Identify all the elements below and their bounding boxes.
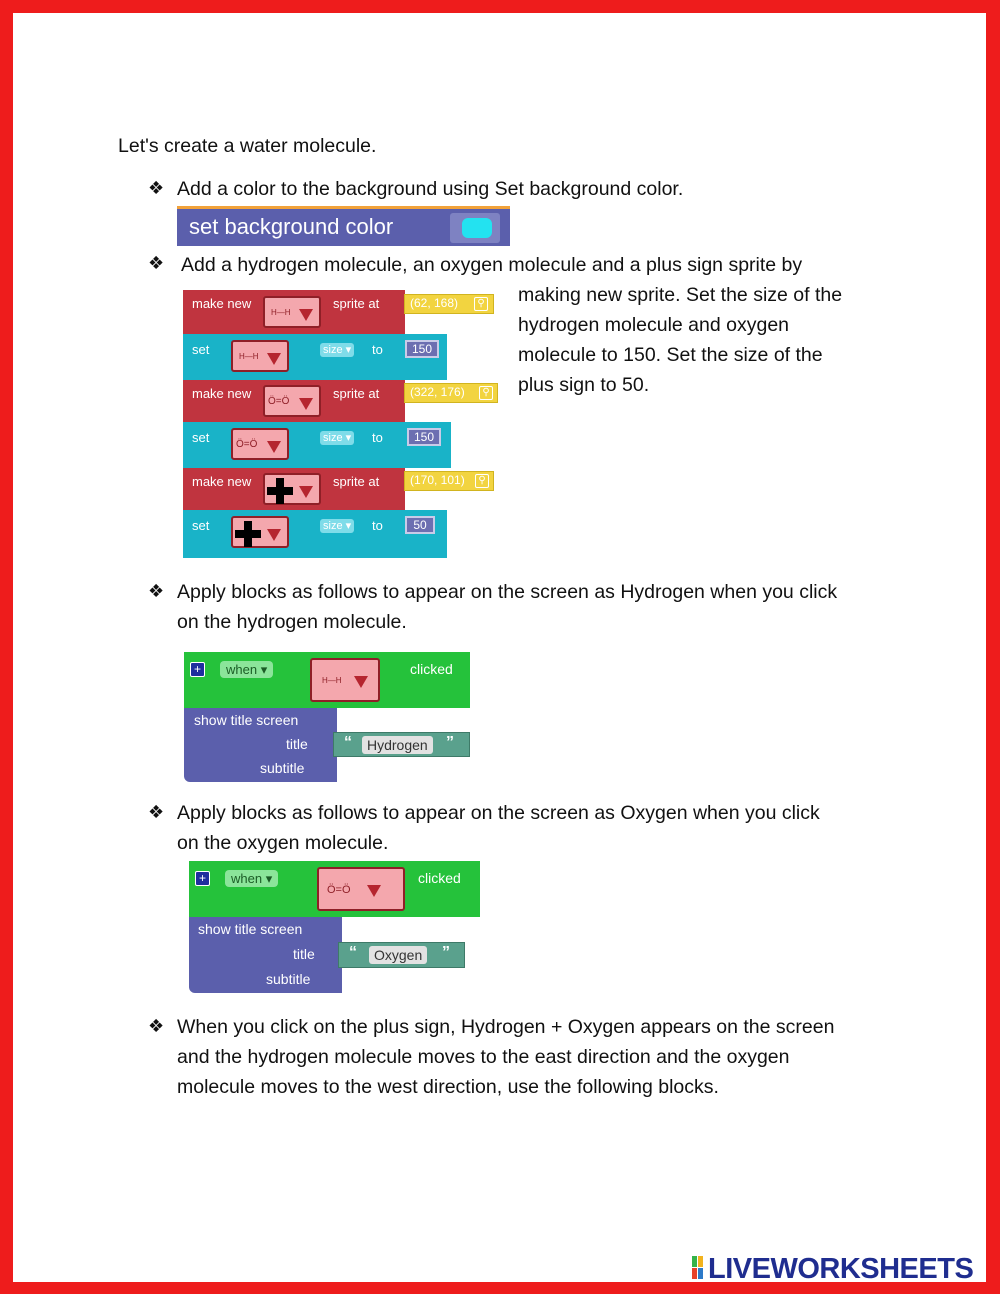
oxygen-molecule-icon: Ö=Ö xyxy=(327,884,351,896)
show-title-screen-block xyxy=(184,708,337,782)
set-background-color-block xyxy=(177,206,510,246)
subtitle-label: subtitle xyxy=(266,971,311,987)
subtitle-label: subtitle xyxy=(260,760,305,776)
bullet-icon: ❖ xyxy=(148,581,165,602)
logo-text: LIVEWORKSHEETS xyxy=(708,1253,974,1285)
bullet-icon: ❖ xyxy=(148,802,165,823)
to-label: to xyxy=(372,518,383,533)
string-block xyxy=(338,942,465,968)
hydrogen-molecule-icon: H—H xyxy=(271,308,291,317)
plus-sprite-dropdown[interactable] xyxy=(263,473,321,505)
size-dropdown[interactable]: size ▾ xyxy=(320,519,354,533)
sprite-at-label: sprite at xyxy=(333,386,380,401)
bullet-2-cont-3: molecule to 150. Set the size of the xyxy=(518,344,823,366)
dropdown-arrow-icon xyxy=(367,885,381,897)
size-dropdown[interactable]: size ▾ xyxy=(320,431,354,445)
make-new-sprite-block xyxy=(183,290,405,334)
set-label: set xyxy=(192,518,210,533)
hydrogen-sprite-dropdown[interactable] xyxy=(310,658,380,702)
size-value-input[interactable]: 150 xyxy=(405,340,439,358)
oxygen-sprite-dropdown[interactable] xyxy=(263,385,321,417)
show-title-screen-block xyxy=(189,917,342,993)
size-value-input[interactable]: 150 xyxy=(407,428,441,446)
title-label: title xyxy=(293,946,315,962)
bullet-2-cont-2: hydrogen molecule and oxygen xyxy=(518,314,790,336)
location-pin-icon[interactable]: ⚲ xyxy=(474,297,488,311)
dropdown-arrow-icon xyxy=(354,676,368,688)
color-input-slot[interactable] xyxy=(450,213,500,243)
oxygen-molecule-icon: Ö=Ö xyxy=(268,396,290,407)
bullet-2-cont-1: making new sprite. Set the size of the xyxy=(518,284,843,306)
bullet-1-text: Add a color to the background using Set background color. xyxy=(177,178,684,200)
sprite-at-label: sprite at xyxy=(333,474,380,489)
close-quote: ” xyxy=(442,944,450,961)
sprite-at-label: sprite at xyxy=(333,296,380,311)
close-quote: ” xyxy=(446,734,454,751)
string-block xyxy=(333,732,470,757)
bullet-5-cont-1: and the hydrogen molecule moves to the east direction and the oxygen xyxy=(177,1046,790,1068)
title-text-input[interactable]: Oxygen xyxy=(369,946,427,964)
bullet-icon: ❖ xyxy=(148,253,165,274)
make-new-label: make new xyxy=(192,296,252,311)
dropdown-arrow-icon xyxy=(267,441,281,453)
set-size-block xyxy=(183,510,447,558)
set-size-block xyxy=(183,422,451,468)
to-label: to xyxy=(372,430,383,445)
show-title-screen-label: show title screen xyxy=(194,712,299,728)
bullet-3-cont: on the hydrogen molecule. xyxy=(177,611,407,633)
when-dropdown[interactable]: when ▾ xyxy=(225,870,278,887)
coordinate-value: (322, 176) xyxy=(410,385,465,399)
logo-mark-text xyxy=(652,1256,654,1257)
oxygen-sprite-dropdown[interactable] xyxy=(317,867,405,911)
to-label: to xyxy=(372,342,383,357)
bullet-4-text: Apply blocks as follows to appear on the screen as Oxygen when you click xyxy=(177,802,820,824)
location-pin-icon[interactable]: ⚲ xyxy=(479,386,493,400)
dropdown-arrow-icon xyxy=(299,398,313,410)
hydrogen-sprite-dropdown[interactable] xyxy=(263,296,321,328)
make-new-label: make new xyxy=(192,474,252,489)
color-swatch[interactable] xyxy=(462,218,492,238)
hydrogen-molecule-icon: H—H xyxy=(322,676,342,685)
open-quote: “ xyxy=(344,734,352,751)
hydrogen-sprite-dropdown[interactable] xyxy=(231,340,289,372)
title-text-input[interactable]: Hydrogen xyxy=(362,736,433,754)
set-size-block xyxy=(183,334,447,380)
bullet-3-text: Apply blocks as follows to appear on the screen as Hydrogen when you click xyxy=(177,581,838,603)
make-new-sprite-block xyxy=(183,380,405,422)
oxygen-molecule-icon: Ö=Ö xyxy=(236,439,258,450)
size-dropdown[interactable]: size ▾ xyxy=(320,343,354,357)
dropdown-arrow-icon xyxy=(267,353,281,365)
bullet-2-cont-4: plus sign to 50. xyxy=(518,374,650,396)
plus-sign-icon xyxy=(266,477,294,505)
open-quote: “ xyxy=(349,944,357,961)
add-icon[interactable]: + xyxy=(195,871,210,886)
hydrogen-molecule-icon: H—H xyxy=(239,352,259,361)
set-label: set xyxy=(192,342,210,357)
location-pin-icon[interactable]: ⚲ xyxy=(475,474,489,488)
bullet-5-text: When you click on the plus sign, Hydrogen + Oxygen appears on the screen xyxy=(177,1016,835,1038)
bullet-4-cont: on the oxygen molecule. xyxy=(177,832,389,854)
bullet-2-text: Add a hydrogen molecule, an oxygen molecule and a plus sign sprite by xyxy=(181,254,803,276)
dropdown-arrow-icon xyxy=(299,309,313,321)
intro-text: Let's create a water molecule. xyxy=(118,135,377,157)
bullet-5-cont-2: molecule moves to the west direction, use the following blocks. xyxy=(177,1076,719,1098)
coordinate-value: (62, 168) xyxy=(410,296,459,310)
size-value-input[interactable]: 50 xyxy=(405,516,435,534)
make-new-sprite-block xyxy=(183,468,405,510)
dropdown-arrow-icon xyxy=(267,529,281,541)
when-clicked-block xyxy=(184,652,470,708)
show-title-screen-label: show title screen xyxy=(198,921,303,937)
logo-mark xyxy=(692,1256,704,1280)
set-label: set xyxy=(192,430,210,445)
bullet-icon: ❖ xyxy=(148,178,165,199)
when-dropdown[interactable]: when ▾ xyxy=(220,661,273,678)
clicked-label: clicked xyxy=(418,870,461,886)
plus-sign-icon xyxy=(234,520,262,548)
clicked-label: clicked xyxy=(410,661,453,677)
title-label: title xyxy=(286,736,308,752)
oxygen-sprite-dropdown[interactable] xyxy=(231,428,289,460)
block-label: set background color xyxy=(189,214,394,239)
plus-sprite-dropdown[interactable] xyxy=(231,516,289,548)
bullet-icon: ❖ xyxy=(148,1016,165,1037)
make-new-label: make new xyxy=(192,386,252,401)
when-clicked-block xyxy=(189,861,480,917)
add-icon[interactable]: + xyxy=(190,662,205,677)
coordinate-value: (170, 101) xyxy=(410,473,465,487)
dropdown-arrow-icon xyxy=(299,486,313,498)
